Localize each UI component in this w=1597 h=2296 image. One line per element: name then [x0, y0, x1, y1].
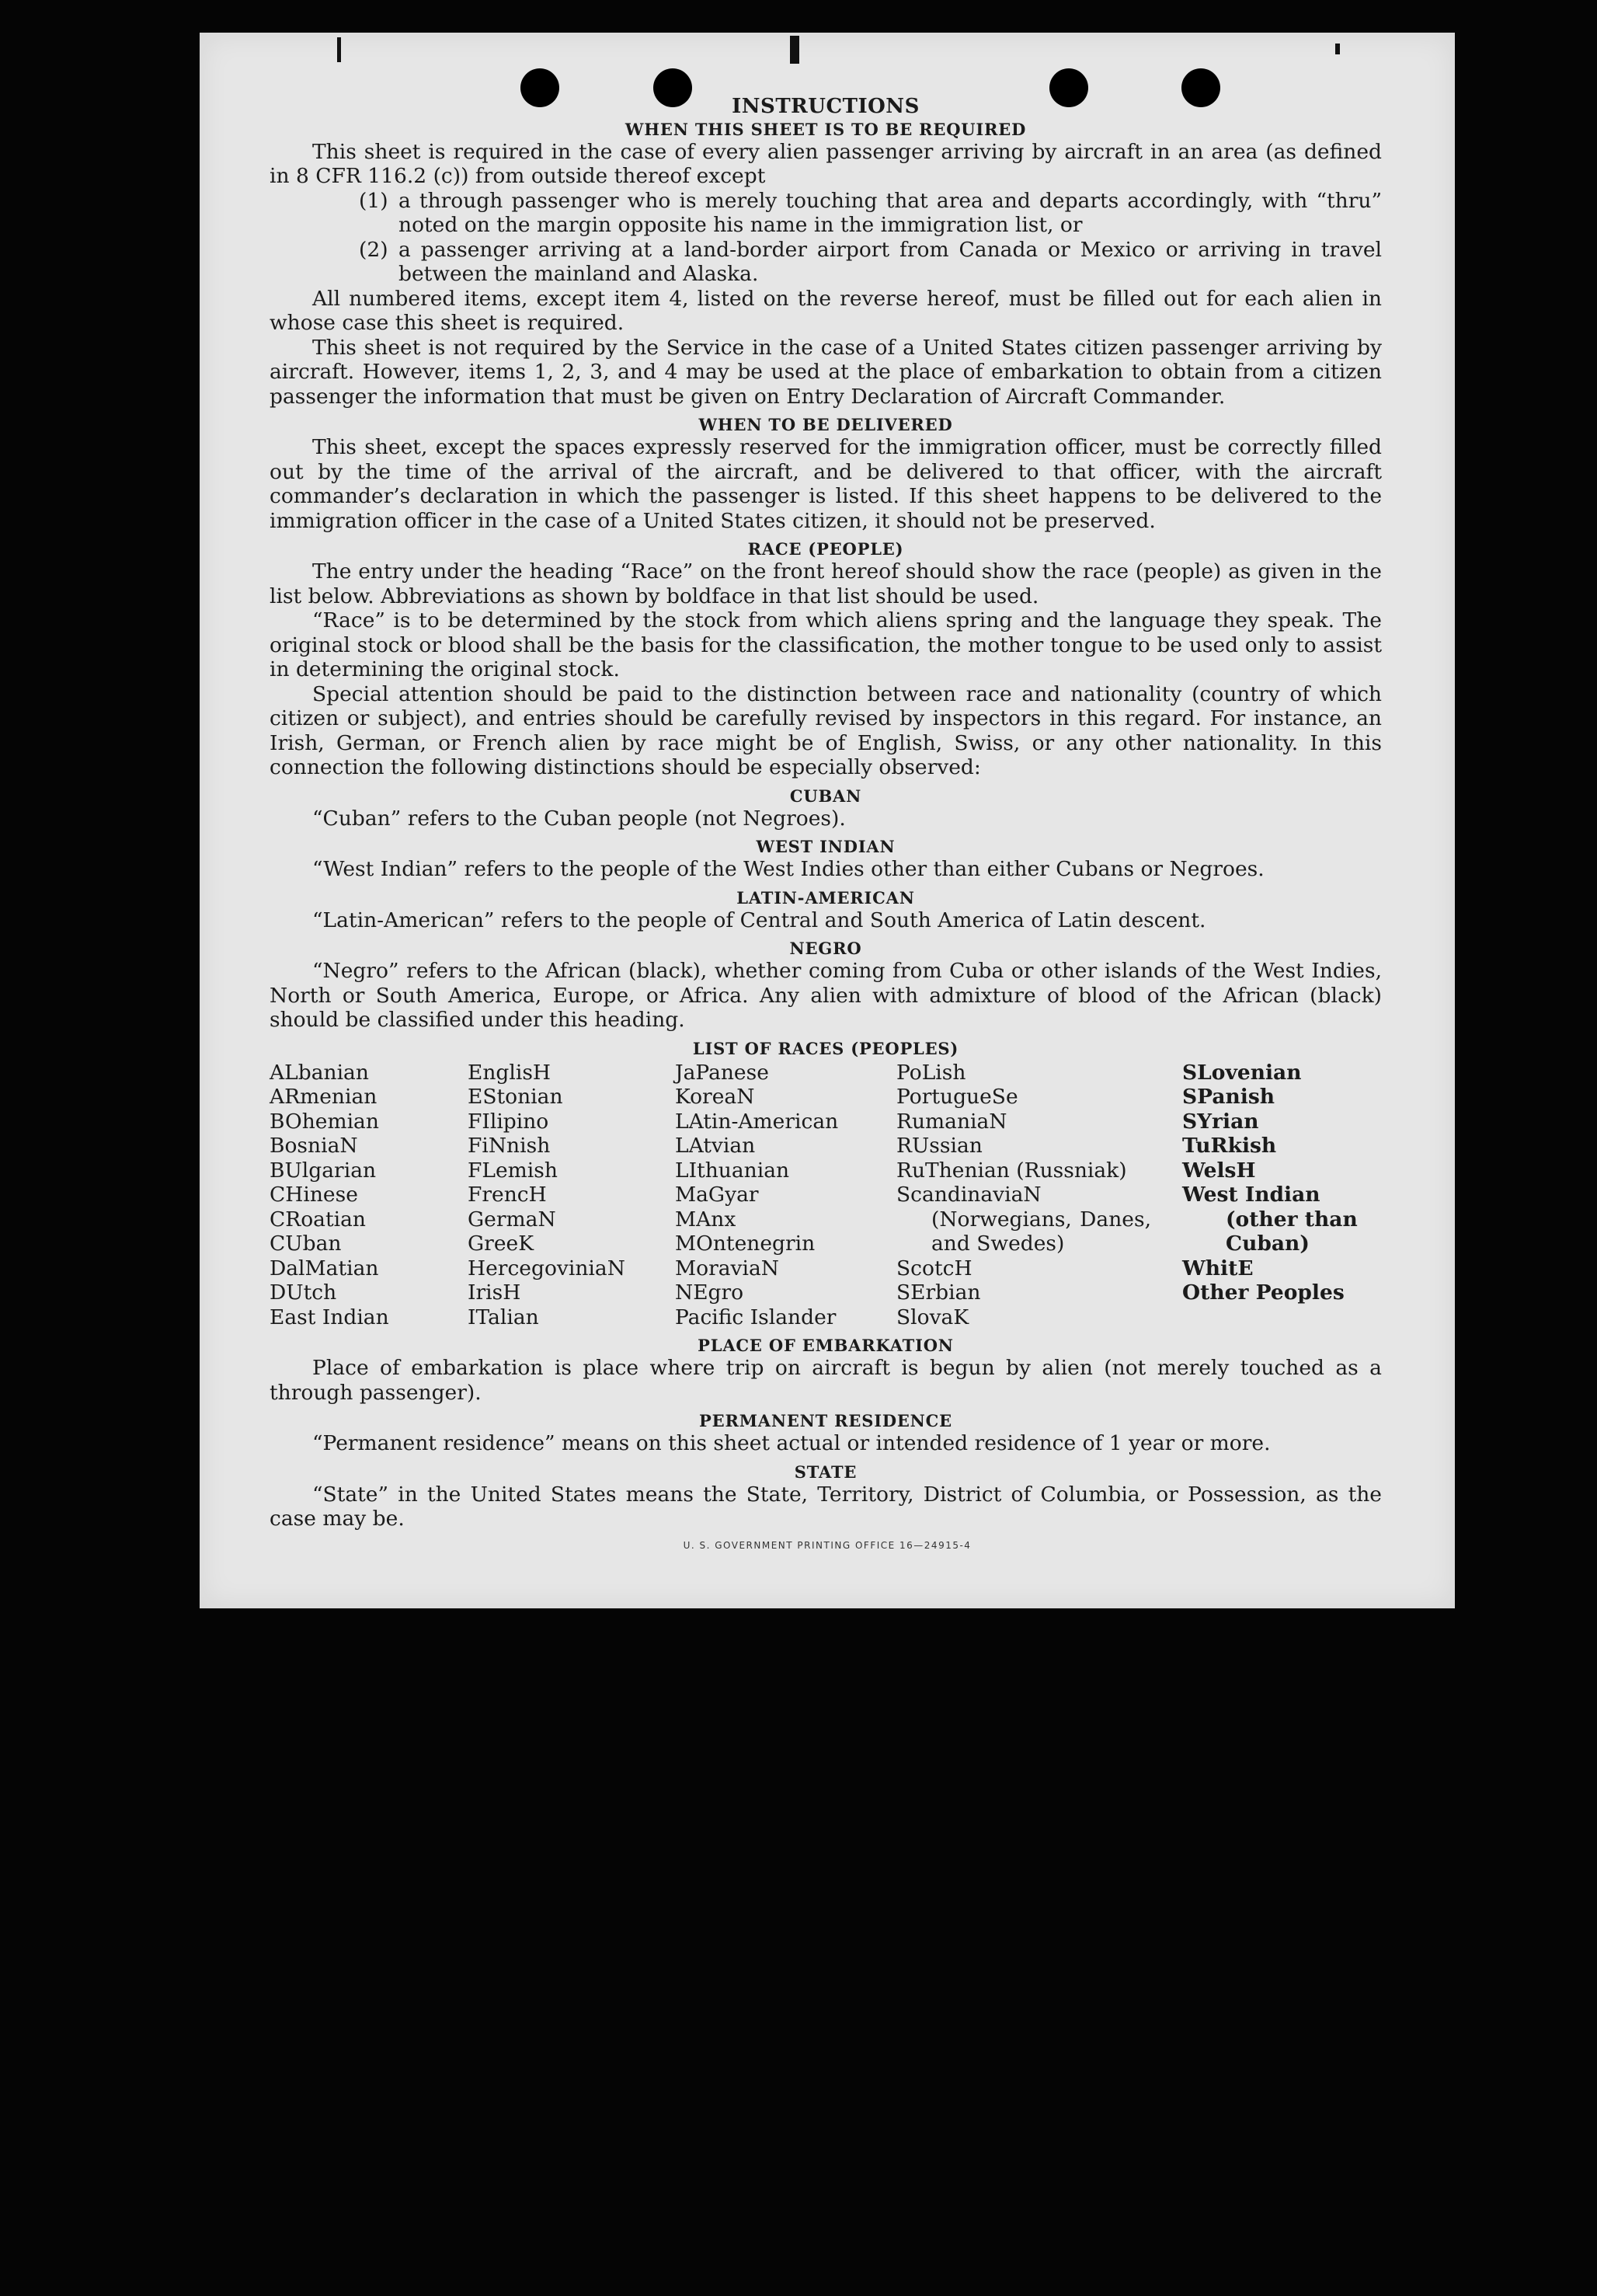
- paragraph: Place of embarkation is place where trip on aircraft is begun by alien (not merely touched as a through passenger).: [270, 1356, 1382, 1405]
- race-entry: FLemish: [468, 1158, 558, 1183]
- scan-mark: [790, 36, 799, 64]
- race-entry: SErbian: [896, 1280, 981, 1305]
- section-heading: RACE (PEOPLE): [747, 539, 904, 559]
- race-entry: CUban: [270, 1232, 342, 1256]
- races-column: [270, 1061, 468, 1330]
- race-entry: ScandinaviaN (Norwegians, Danes, and Swedes): [896, 1183, 1151, 1256]
- race-entry: BOhemian: [270, 1109, 379, 1134]
- race-entry: TuRkish: [1182, 1134, 1277, 1158]
- scan-mark: [1335, 44, 1340, 54]
- races-column: [675, 1061, 896, 1330]
- paragraph: This sheet, except the spaces expressly reserved for the immigration officer, must be correctly filled out by the time of the arrival of the aircraft, and be delivered to that officer, with the aircraft commander’s declaration in which the passenger is listed. If this sheet happens to be delivered to the immigration officer in the case of a United States citizen, it should not be preserved.: [270, 435, 1382, 533]
- paragraph: “State” in the United States means the State, Territory, District of Columbia, or Possession, as the case may be.: [270, 1482, 1382, 1531]
- race-entry: East Indian: [270, 1305, 389, 1329]
- races-column: [468, 1061, 675, 1330]
- race-entry: CHinese: [270, 1183, 358, 1207]
- race-entry: DUtch: [270, 1280, 337, 1305]
- paragraph: “Permanent residence” means on this sheet actual or intended residence of 1 year or more.: [312, 1431, 1271, 1455]
- race-entry: MOntenegrin: [675, 1232, 816, 1256]
- race-entry: RUssian: [896, 1134, 983, 1158]
- instructions-body: [270, 93, 1382, 1531]
- race-entry: GreeK: [468, 1232, 534, 1256]
- race-entry: KoreaN: [675, 1085, 755, 1109]
- race-entry: FrencH: [468, 1183, 547, 1207]
- race-entry: RuThenian (Russniak): [896, 1158, 1127, 1183]
- race-entry: BosniaN: [270, 1134, 358, 1158]
- races-column: [896, 1061, 1182, 1330]
- race-entry: PoLish: [896, 1060, 966, 1085]
- section-heading: WEST INDIAN: [756, 837, 896, 856]
- race-entry: BUlgarian: [270, 1158, 377, 1183]
- race-entry: West Indian (other than Cuban): [1182, 1183, 1358, 1256]
- paragraph: The entry under the heading “Race” on the front hereof should show the race (people) as given in the list below. Abbreviations as shown by boldface in that list should be used.: [270, 559, 1382, 608]
- race-entry: MAnx: [675, 1207, 736, 1232]
- page-title: INSTRUCTIONS: [732, 95, 920, 118]
- race-entry: FiNnish: [468, 1134, 551, 1158]
- paragraph: “Negro” refers to the African (black), whether coming from Cuba or other islands of the West Indies, North or South America, Europe, or Africa. Any alien with admixture of blood of the African (black) should be classified under this heading.: [270, 959, 1382, 1032]
- section-heading: STATE: [794, 1462, 858, 1482]
- section-heading: PERMANENT RESIDENCE: [699, 1411, 952, 1430]
- race-entry: IrisH: [468, 1280, 521, 1305]
- paragraph: This sheet is required in the case of every alien passenger arriving by aircraft in an area (as defined in 8 CFR 116.2 (c)) from outside thereof except: [270, 139, 1382, 188]
- race-entry: FIlipino: [468, 1109, 549, 1134]
- item-number: (1): [359, 188, 388, 213]
- scan-mark: [337, 37, 341, 62]
- race-entry: LAtvian: [675, 1134, 756, 1158]
- race-entry: DalMatian: [270, 1256, 379, 1280]
- paragraph: This sheet is not required by the Service in the case of a United States citizen passenger arriving by aircraft. However, items 1, 2, 3, and 4 may be used at the place of embarkation to obtain from a citizen passenger the information that must be given on Entry Declaration of Aircraft Commander.: [270, 335, 1382, 409]
- race-entry: LIthuanian: [675, 1158, 790, 1183]
- race-entry: HercegoviniaN: [468, 1256, 625, 1280]
- document-sheet: [200, 33, 1455, 1608]
- paragraph: All numbered items, except item 4, listed on the reverse hereof, must be filled out for each alien in whose case this sheet is required.: [270, 286, 1382, 335]
- section-heading: LATIN-AMERICAN: [736, 887, 915, 908]
- race-entry: SPanish: [1182, 1085, 1275, 1109]
- section-heading: NEGRO: [789, 939, 862, 958]
- list-item: [270, 238, 1382, 287]
- list-item: [270, 189, 1382, 238]
- race-entry: MoraviaN: [675, 1256, 779, 1280]
- race-entry: Pacific Islander: [675, 1305, 837, 1329]
- paragraph: Special attention should be paid to the distinction between race and nationality (country of which citizen or subject), and entries should be carefully revised by inspectors in this regard. For instance, an Irish, German, or French alien by race might be of English, Swiss, or any other nationality. In this connection the following distinctions should be especially observed:: [270, 681, 1382, 779]
- race-entry: EnglisH: [468, 1060, 551, 1085]
- race-entry: PortugueSe: [896, 1085, 1018, 1109]
- race-entry: NEgro: [675, 1280, 744, 1305]
- race-entry: ITalian: [468, 1305, 539, 1329]
- item-text: a passenger arriving at a land-border airport from Canada or Mexico or arriving in travel between the mainland and Alaska.: [398, 237, 1382, 286]
- race-entry: RumaniaN: [896, 1109, 1007, 1134]
- section-heading: CUBAN: [789, 786, 862, 806]
- race-entry: ALbanian: [270, 1060, 369, 1085]
- race-entry: WelsH: [1182, 1158, 1256, 1183]
- section-heading: PLACE OF EMBARKATION: [698, 1336, 954, 1355]
- races-column: [1182, 1061, 1382, 1330]
- race-entry: WhitE: [1182, 1256, 1254, 1280]
- race-entry: ARmenian: [270, 1085, 378, 1109]
- race-entry: MaGyar: [675, 1183, 759, 1207]
- item-text: a through passenger who is merely touching that area and departs accordingly, with “thru” noted on the margin opposite his name in the immigration list, or: [398, 188, 1382, 237]
- race-entry: SYrian: [1182, 1109, 1259, 1134]
- paragraph: “Latin-American” refers to the people of Central and South America of Latin descent.: [312, 908, 1206, 932]
- race-entry: SlovaK: [896, 1305, 969, 1329]
- race-entry: LAtin-American: [675, 1109, 839, 1134]
- race-entry: ScotcH: [896, 1256, 972, 1280]
- section-heading: WHEN THIS SHEET IS TO BE REQUIRED: [625, 119, 1027, 139]
- race-entry: SLovenian: [1182, 1060, 1302, 1085]
- race-entry: GermaN: [468, 1207, 556, 1232]
- race-entry: EStonian: [468, 1085, 563, 1109]
- section-heading: LIST OF RACES (PEOPLES): [692, 1038, 959, 1058]
- paragraph: “West Indian” refers to the people of the West Indies other than either Cubans or Negroes.: [312, 857, 1265, 881]
- item-number: (2): [359, 237, 388, 262]
- paragraph: “Cuban” refers to the Cuban people (not Negroes).: [312, 806, 846, 831]
- section-heading: WHEN TO BE DELIVERED: [698, 415, 953, 434]
- paragraph: “Race” is to be determined by the stock from which aliens spring and the language they speak. The original stock or blood shall be the basis for the classification, the mother tongue to be used only to assist in determining the original stock.: [270, 608, 1382, 681]
- printing-office-footer: U. S. GOVERNMENT PRINTING OFFICE 16—24915-4: [683, 1540, 972, 1551]
- race-entry: CRoatian: [270, 1207, 366, 1232]
- race-entry: Other Peoples: [1182, 1280, 1345, 1305]
- races-list: [270, 1061, 1382, 1330]
- race-entry: JaPanese: [675, 1060, 769, 1085]
